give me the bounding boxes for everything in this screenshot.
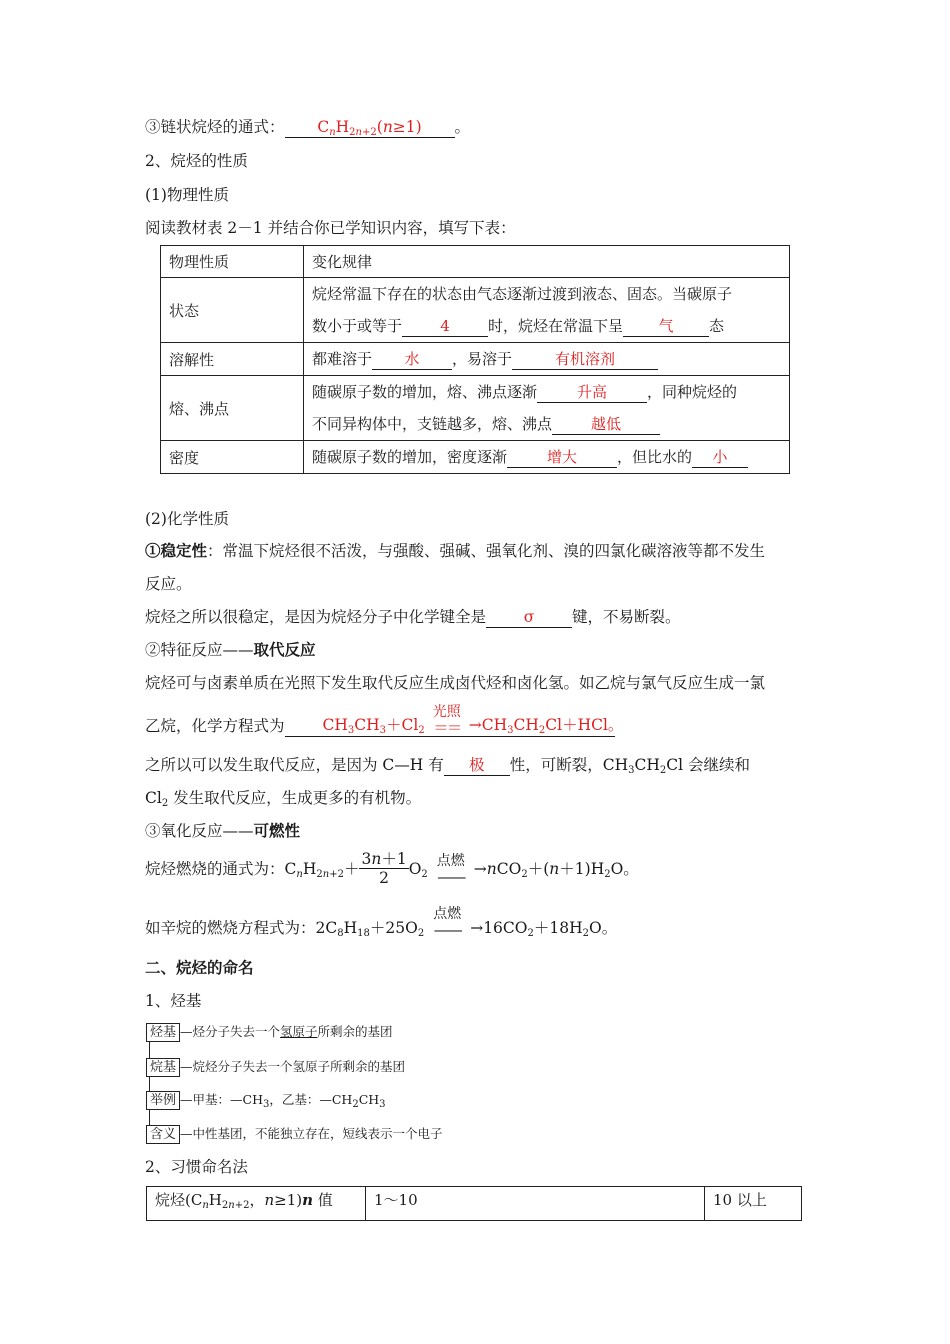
combustion-general-line: 烷烃燃烧的通式为：$C_nH_{2n+2}+$ $\frac{3n+1}{2}$ $O_2$ 点燃 —— $\to nCO_2+(n+1)H_2O$。 (145, 850, 639, 887)
substitution-text: 烷烃可与卤素单质在光照下发生取代反应生成卤代烃和卤化氢。如乙烷与氯气反应生成一氯 (145, 674, 766, 692)
table-row: 溶解性 都难溶于 水 ，易溶于 有机溶剂 (161, 343, 790, 376)
diagram-text: —烃分子失去一个氢原子所剩余的基团 (180, 1024, 393, 1039)
diagram-label: 举例 (146, 1091, 180, 1110)
heading-physical: (1)物理性质 (145, 186, 229, 204)
heading-alkyl: 1、烃基 (145, 992, 202, 1010)
general-formula-prefix: ③链状烷烃的通式： (145, 118, 285, 136)
substitution-equation: $CH_3CH_3+Cl_2$ 光照 ＝＝ $\to CH_3CH_2Cl+HCl$。 (285, 704, 615, 737)
table-cell: 1～10 (366, 1187, 705, 1221)
table-row: 熔、沸点 随碳原子数的增加，熔、沸点逐渐 升高 ，同种烷烃的 不同异构体中，支链越多，熔、沸点 越低 (161, 376, 790, 441)
diagram-text: —中性基团，不能独立存在，短线表示一个电子 (180, 1126, 443, 1141)
substitution-heading: ②特征反应——取代反应 (145, 640, 316, 659)
table-header-rule: 变化规律 (304, 246, 790, 278)
heading-chemical: (2)化学性质 (145, 510, 229, 528)
table-cell: 10 以上 (705, 1187, 802, 1221)
common-naming-table (146, 1186, 802, 1221)
table-intro: 阅读教材表 2－1 并结合你已学知识内容，填写下表： (145, 219, 516, 237)
table-row: 密度 随碳原子数的增加，密度逐渐 增大 ，但比水的 小 (161, 441, 790, 474)
diagram-label: 烃基 (146, 1023, 180, 1042)
diagram-text: —烷烃分子失去一个氢原子所剩余的基团 (180, 1059, 406, 1074)
diagram-label: 烷基 (146, 1058, 180, 1077)
heading-properties: 2、烷烃的性质 (145, 152, 248, 170)
table-row: 状态 烷烃常温下存在的状态由气态逐渐过渡到液态、固态。当碳原子 数小于或等于 4 时，烷烃在常温下呈 气 态 (161, 278, 790, 343)
stability-line: ①稳定性：常温下烷烃很不活泼，与强酸、强碱、强氧化剂、溴的四氯化碳溶液等都不发生 (145, 541, 766, 560)
heading-common-naming: 2、习惯命名法 (145, 1158, 248, 1176)
physical-properties-table (160, 245, 790, 474)
diagram-text: —甲基：$—CH_3$，乙基：$—CH_2CH_3$ (180, 1092, 386, 1110)
table-cell: 烷烃($C_nH_{2n+2}$，n≥1)n 值 (147, 1187, 366, 1221)
general-formula-answer: $C_nH_{2n+2}(n\ge 1)$ (285, 117, 455, 138)
substitution-equation-line: 乙烷，化学方程式为 $CH_3CH_3+Cl_2$ 光照 ＝＝ $\to CH_3CH_2Cl+HCl$。 (145, 704, 624, 737)
sigma-bond-line: 烷烃之所以很稳定，是因为烷烃分子中化学键全是 σ 键，不易断裂。 (145, 608, 681, 626)
diagram-label: 含义 (146, 1125, 180, 1144)
octane-combustion-line: 如辛烷的燃烧方程式为：$2C_8H_{18}+25O_2$ 点燃 —— $\to 16CO_2+18H_2O$。 (145, 906, 618, 939)
substitution-reason-2: $Cl_2$ 发生取代反应，生成更多的有机物。 (145, 789, 422, 809)
heading-naming: 二、烷烃的命名 (145, 958, 254, 977)
diagram-connector (149, 1040, 150, 1127)
general-formula-line: ③链状烷烃的通式： $C_nH_{2n+2}(n\ge 1)$ 。 (145, 118, 471, 138)
stability-line-2: 反应。 (145, 575, 192, 593)
table-header-property: 物理性质 (161, 246, 304, 278)
substitution-reason: 之所以可以发生取代反应，是因为 C—H 有 极 性，可断裂，$CH_3CH_2Cl$ 会继续和 (145, 756, 751, 776)
oxidation-heading: ③氧化反应——可燃性 (145, 821, 301, 840)
